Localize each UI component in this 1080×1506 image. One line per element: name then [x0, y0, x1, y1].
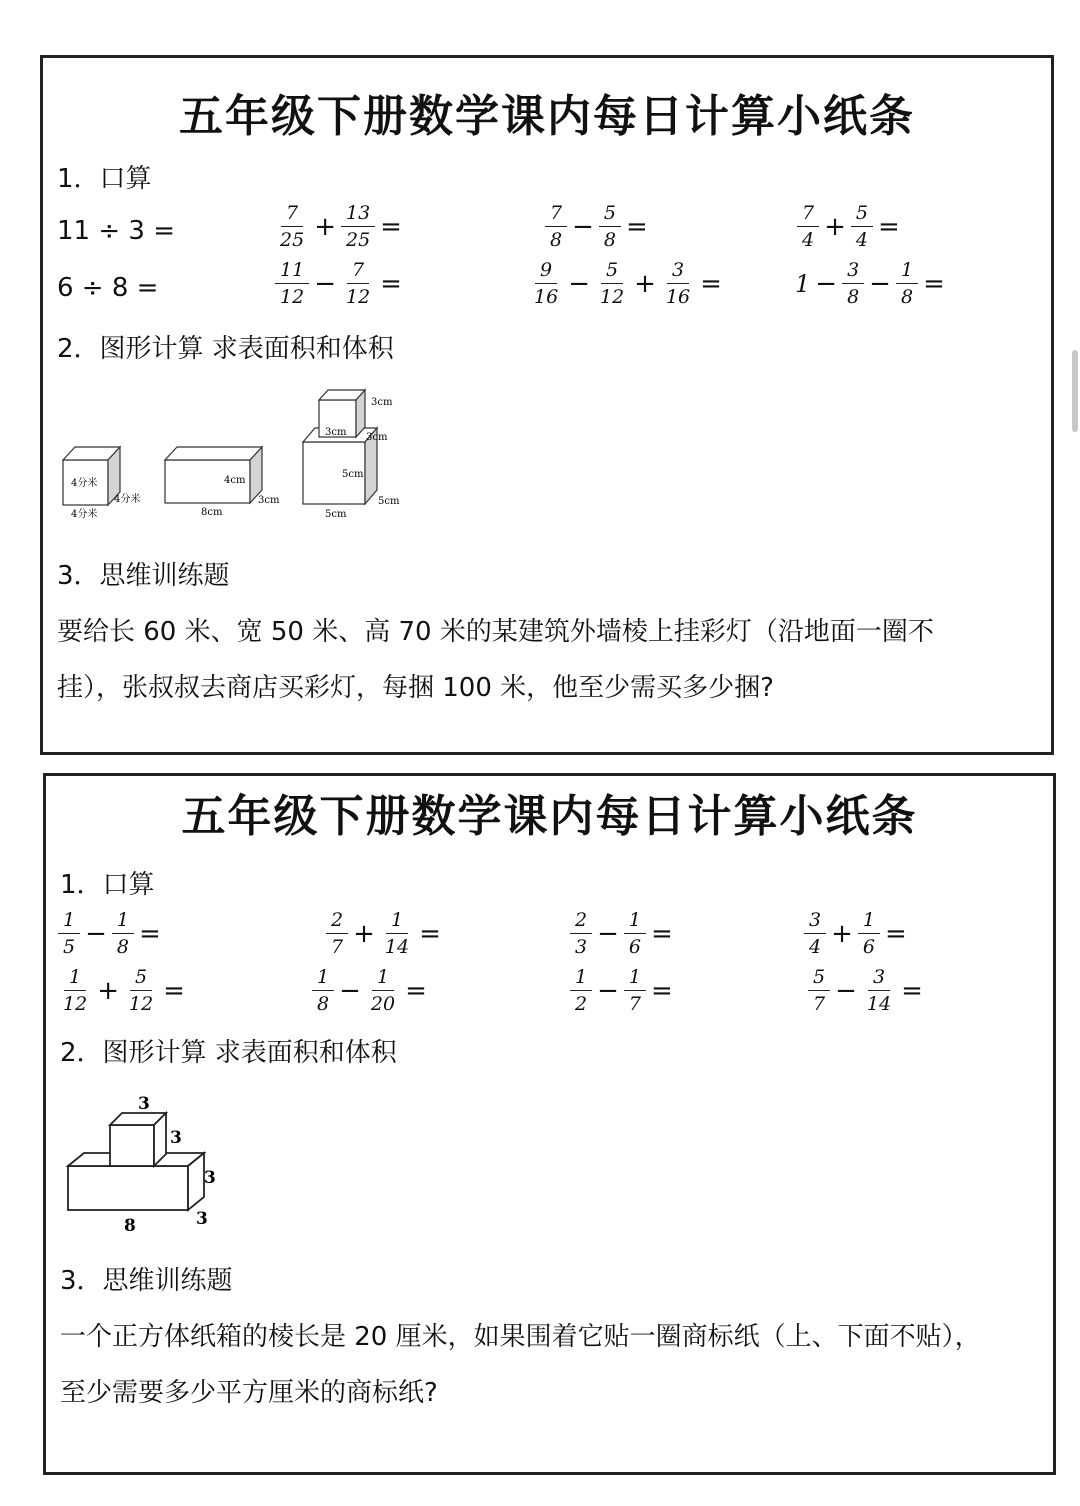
operator: +: [314, 211, 336, 242]
expression: [57, 216, 175, 246]
fraction-denominator: 14: [866, 993, 892, 1015]
fraction: [58, 966, 92, 1015]
fraction-denominator: 25: [345, 229, 371, 251]
fraction-denominator: 12: [128, 993, 154, 1015]
fraction: [312, 966, 334, 1015]
fraction: [341, 259, 375, 308]
operator: +: [634, 268, 656, 299]
fraction-numerator: 11: [275, 259, 309, 284]
fraction-denominator: 4: [809, 936, 822, 958]
expression-text: 6 ÷ 8 =: [57, 273, 159, 303]
fraction-denominator: 16: [665, 286, 691, 308]
fraction-denominator: 6: [862, 936, 875, 958]
box-label-length: 8cm: [201, 507, 223, 518]
fraction-denominator: 7: [813, 993, 826, 1015]
operator: =: [405, 975, 427, 1006]
fraction-numerator: 1: [372, 966, 394, 991]
stack-label-bottom-front: 5cm: [342, 469, 364, 480]
fraction-denominator: 12: [345, 286, 371, 308]
problem-text-line: 要给长 60 米、宽 50 米、高 70 米的某建筑外墙棱上挂彩灯（沿地面一圈不: [57, 617, 934, 647]
operator: =: [419, 918, 441, 949]
operator: −: [815, 268, 838, 299]
fraction-denominator: 4: [855, 229, 868, 251]
fraction: [896, 259, 918, 308]
label-base-length: 8: [124, 1216, 136, 1236]
fraction-denominator: 8: [847, 286, 860, 308]
fraction-numerator: 2: [570, 909, 592, 934]
composite-block-figure: [68, 1113, 204, 1210]
stack-label-top-right: 3cm: [371, 397, 393, 408]
fraction-denominator: 7: [331, 936, 344, 958]
expression: [568, 966, 676, 1015]
fraction: [858, 909, 880, 958]
expression: [806, 966, 926, 1015]
fraction: [808, 966, 830, 1015]
fraction-numerator: 1: [312, 966, 334, 991]
scrollbar[interactable]: [1072, 350, 1078, 432]
problem-text-line: 挂），张叔叔去商店买彩灯，每捆 100 米，他至少需买多少捆?: [57, 673, 774, 703]
fraction-denominator: 12: [599, 286, 625, 308]
fraction: [124, 966, 158, 1015]
section-geometry: 2．图形计算 求表面积和体积: [60, 1038, 397, 1068]
fraction: [842, 259, 864, 308]
operator: −: [835, 975, 857, 1006]
fraction: [595, 259, 629, 308]
cube-label-bottom: 4分米: [71, 509, 98, 520]
fraction-numerator: 1: [624, 966, 646, 991]
fraction-denominator: 6: [628, 936, 641, 958]
label-top-cube-side: 3: [170, 1128, 182, 1148]
fraction: [570, 966, 592, 1015]
fraction-numerator: 1: [112, 909, 134, 934]
fraction-numerator: 1: [858, 909, 880, 934]
fraction-denominator: 16: [534, 286, 559, 308]
stack-label-bottom-length: 5cm: [325, 509, 347, 520]
operator: =: [380, 268, 402, 299]
fraction: [326, 909, 348, 958]
fraction: [804, 909, 826, 958]
box-label-width: 3cm: [258, 495, 280, 506]
worksheet-1: [40, 55, 1054, 755]
fraction: [275, 202, 309, 251]
worksheet-title: 五年级下册数学课内每日计算小纸条: [179, 91, 915, 142]
operator: −: [597, 975, 619, 1006]
operator: =: [650, 918, 673, 949]
stack-label-top-side: 3cm: [366, 432, 388, 443]
fraction: [570, 909, 592, 958]
section-geometry: 2．图形计算 求表面积和体积: [57, 334, 394, 364]
fraction: [545, 202, 567, 251]
operator: =: [877, 211, 900, 242]
operator: =: [650, 975, 673, 1006]
fraction-denominator: 20: [370, 993, 396, 1015]
expression: [57, 273, 158, 303]
fraction-numerator: 3: [868, 966, 890, 991]
operator: −: [869, 268, 891, 299]
fraction-denominator: 8: [603, 229, 616, 251]
fraction-numerator: 2: [326, 909, 348, 934]
fraction-numerator: 5: [851, 202, 873, 227]
expression: [56, 966, 188, 1015]
fraction-numerator: 3: [804, 909, 826, 934]
box-figure: [165, 447, 262, 503]
operator: =: [700, 268, 722, 299]
fraction-denominator: 8: [116, 936, 129, 958]
expression: [527, 259, 725, 308]
fraction-denominator: 8: [550, 229, 563, 251]
expression-text: 11 ÷ 3 =: [57, 216, 175, 246]
fraction: [366, 966, 400, 1015]
operator: +: [831, 918, 853, 949]
fraction-numerator: 7: [545, 202, 567, 227]
geometry-figures: [53, 380, 423, 525]
operator: −: [339, 975, 361, 1006]
cube-label-front: 4分米: [71, 478, 98, 489]
expression: [273, 259, 405, 308]
expression: [795, 202, 903, 251]
expression: [543, 202, 651, 251]
fraction-denominator: 12: [280, 286, 305, 308]
fraction-numerator: 5: [808, 966, 830, 991]
operator: −: [572, 211, 594, 242]
fraction-numerator: 1: [570, 966, 592, 991]
problem-text-line: 一个正方体纸箱的棱长是 20 厘米，如果围着它贴一圈商标纸（上、下面不贴），: [60, 1322, 981, 1352]
cube-label-side: 4分米: [114, 494, 141, 505]
operator: =: [138, 918, 161, 949]
fraction: [529, 259, 563, 308]
fraction: [624, 966, 646, 1015]
fraction-numerator: 7: [347, 259, 369, 284]
integer-term: 1: [795, 269, 811, 298]
fraction-numerator: 1: [386, 909, 408, 934]
fraction-denominator: 4: [802, 229, 815, 251]
fraction-numerator: 3: [667, 259, 689, 284]
fraction-denominator: 25: [280, 229, 305, 251]
fraction-denominator: 3: [575, 936, 588, 958]
problem-text-line: 至少需要多少平方厘米的商标纸?: [60, 1378, 438, 1408]
operator: =: [163, 975, 185, 1006]
fraction-denominator: 8: [317, 993, 330, 1015]
expression: [795, 259, 948, 308]
fraction: [624, 909, 646, 958]
expression: [273, 202, 405, 251]
fraction-numerator: 5: [130, 966, 152, 991]
operator: −: [597, 918, 619, 949]
section-mental-math: 1．口算: [60, 870, 155, 900]
fraction-numerator: 9: [535, 259, 557, 284]
fraction-denominator: 2: [575, 993, 588, 1015]
label-base-height: 3: [204, 1168, 216, 1188]
fraction-numerator: 5: [601, 259, 623, 284]
operator: =: [884, 918, 907, 949]
fraction-numerator: 3: [842, 259, 864, 284]
label-top-cube-top: 3: [138, 1094, 150, 1114]
fraction: [797, 202, 819, 251]
fraction: [380, 909, 414, 958]
stacked-cubes-figure: [303, 390, 377, 504]
fraction-denominator: 8: [900, 286, 914, 308]
operator: +: [824, 211, 846, 242]
fraction: [862, 966, 896, 1015]
stack-label-bottom-width: 5cm: [378, 496, 400, 507]
fraction-denominator: 14: [384, 936, 410, 958]
worksheet-title: 五年级下册数学课内每日计算小纸条: [181, 791, 918, 842]
geometry-figure: [58, 1081, 258, 1241]
fraction-denominator: 7: [628, 993, 641, 1015]
operator: −: [85, 918, 107, 949]
expression: [310, 966, 430, 1015]
stack-label-top-front: 3cm: [325, 427, 347, 438]
fraction: [275, 259, 309, 308]
fraction-numerator: 13: [341, 202, 375, 227]
operator: =: [380, 211, 402, 242]
fraction: [661, 259, 695, 308]
operator: =: [901, 975, 923, 1006]
fraction-numerator: 7: [797, 202, 819, 227]
fraction: [851, 202, 873, 251]
label-base-width: 3: [196, 1209, 208, 1229]
expression: [56, 909, 164, 958]
fraction-numerator: 1: [58, 909, 80, 934]
fraction: [112, 909, 134, 958]
section-thinking: 3．思维训练题: [57, 561, 230, 591]
fraction: [599, 202, 621, 251]
box-label-height: 4cm: [224, 475, 246, 486]
section-thinking: 3．思维训练题: [60, 1266, 233, 1296]
operator: +: [353, 918, 375, 949]
fraction-denominator: 5: [63, 936, 76, 958]
fraction-numerator: 1: [896, 259, 918, 284]
fraction-denominator: 12: [63, 993, 88, 1015]
fraction: [58, 909, 80, 958]
operator: −: [314, 268, 336, 299]
worksheet-2: [43, 773, 1056, 1475]
fraction: [341, 202, 375, 251]
operator: +: [97, 975, 119, 1006]
expression: [568, 909, 676, 958]
fraction-numerator: 1: [624, 909, 646, 934]
cube-figure: [63, 447, 120, 505]
expression: [802, 909, 910, 958]
operator: =: [625, 211, 648, 242]
operator: =: [923, 268, 945, 299]
fraction-numerator: 7: [281, 202, 303, 227]
expression: [324, 909, 444, 958]
operator: −: [568, 268, 590, 299]
section-mental-math: 1．口算: [57, 164, 152, 194]
fraction-numerator: 5: [599, 202, 621, 227]
fraction-numerator: 1: [64, 966, 86, 991]
